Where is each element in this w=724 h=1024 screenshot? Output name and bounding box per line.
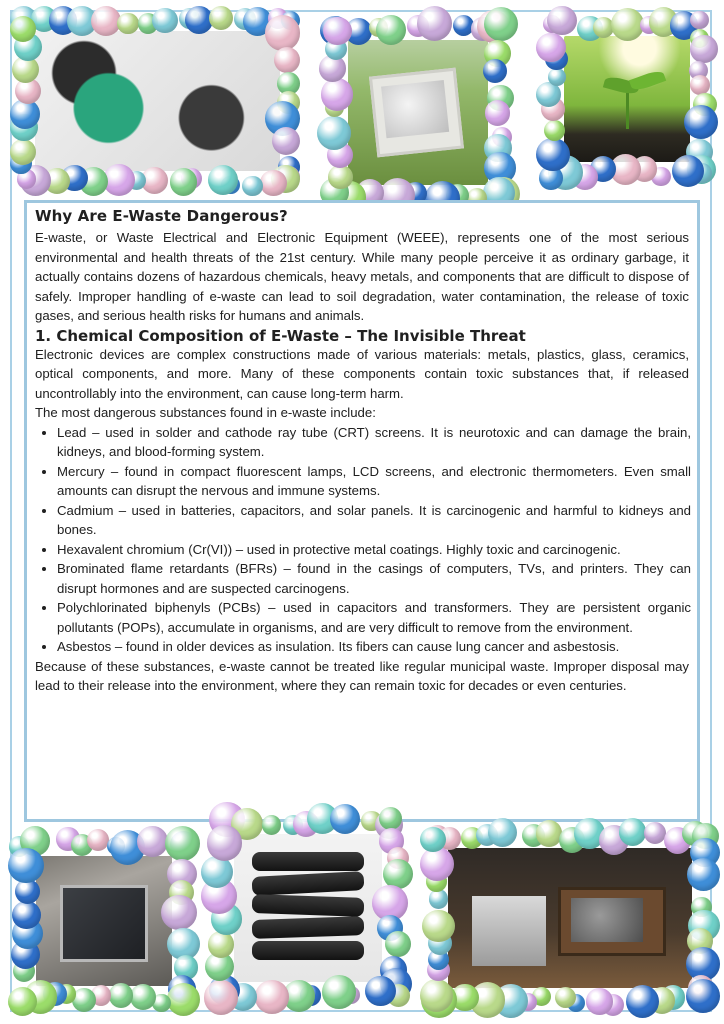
bubble-decoration [380,956,407,983]
bubble-decoration [204,980,239,1015]
bubble-decoration [9,836,29,856]
bubble-decoration [127,171,146,190]
bubble-decoration [167,983,200,1016]
bubble-decoration [278,156,300,178]
bubble-decoration [387,847,409,869]
bubble-decoration [574,818,605,849]
bubble-decoration [536,820,563,847]
conclusion-paragraph: Because of these substances, e-waste cannot be treated like regular municipal waste. Improper disposal may lead to their release into the environment, where they can remain toxic for decades or even centuries. [35,658,689,693]
bubble-decoration [407,15,429,37]
bubble-decoration [169,880,194,905]
sprout-soil-photo [536,6,718,190]
bubble-decoration [71,834,93,856]
bubble-decoration [201,856,233,888]
bubble-decoration [689,61,708,80]
bubble-decoration [536,33,565,62]
bubble-decoration [170,831,197,858]
bubble-decoration [420,827,446,853]
bubble-decoration [185,6,213,34]
list-item: • Lead – used in solder and cathode ray tube (CRT) screens. It is neurotoxic and can damage the brain, kidneys, and blood-forming system. [57,423,691,462]
bubble-decoration [152,994,171,1013]
bubble-decoration [427,959,449,981]
article-title: Why Are E-Waste Dangerous? [35,207,288,225]
circuit-board-photo [10,6,300,196]
bubble-decoration [255,980,288,1013]
list-intro: The most dangerous substances found in e-waste include: [35,405,376,420]
bubble-decoration [319,55,345,81]
bubble-decoration [477,10,510,43]
bubble-decoration [181,168,202,189]
bubble-decoration [693,93,717,117]
old-monitor-photo [8,826,200,1016]
bubble-decoration [428,949,449,970]
list-item: • Polychlorinated biphenyls (PCBs) – used in capacitors and transformers. They are persistent organic pollutants (POPs), accumulate in organisms, and are very difficult to remove from the environment. [57,598,691,637]
bubble-decoration [484,152,515,183]
bubble-decoration [167,928,200,961]
bubble-decoration [13,960,35,982]
list-item: • Hexavalent chromium (Cr(VI)) – used in protective metal coatings. Highly toxic and carcinogenic. [57,540,691,560]
bubble-decoration [325,38,347,60]
bubble-decoration [661,985,685,1009]
bubble-decoration [484,40,511,67]
bubble-decoration [387,984,410,1007]
bubble-decoration [20,826,50,856]
bubble-decoration [137,826,168,857]
bubble-decoration [369,18,388,37]
bubble-decoration [361,811,381,831]
bubble-decoration [281,11,300,30]
bubble-decoration [10,16,36,42]
bubble-decoration [179,8,200,29]
bubble-decoration [268,8,288,28]
bubble-decoration [57,984,76,1003]
bubble-decoration [547,6,576,35]
bubble-decoration [555,987,576,1008]
bubble-decoration [201,878,237,914]
bubble-decoration [544,120,565,141]
bubble-decoration [492,127,512,147]
bubble-decoration [640,16,658,34]
bubble-decoration [107,837,126,856]
bubble-decoration [234,8,256,30]
bubble-decoration [541,97,565,121]
bubble-decoration [688,975,714,1001]
bubble-decoration [72,988,96,1012]
bubble-decoration [619,818,646,845]
bubble-decoration [487,85,513,111]
bubble-decoration [471,17,494,40]
bubble-decoration [10,114,38,142]
bubble-decoration [688,910,719,941]
bubble-decoration [260,170,286,196]
bubble-decoration [686,139,712,165]
bubble-decoration [8,987,37,1016]
bubble-decoration [385,931,411,957]
bubble-decoration [461,827,483,849]
bubble-decoration [649,7,678,36]
bubble-decoration [485,100,510,125]
bubble-decoration [277,166,300,189]
bubble-decoration [221,176,239,194]
list-item: • Mercury – found in compact fluorescent lamps, LCD screens, and electronic thermometers. Even small amounts can disrupt the nervous and immune systems. [57,462,691,501]
bubble-decoration [209,6,233,30]
bubble-decoration [87,829,110,852]
bubble-decoration [692,163,712,183]
article-panel [24,200,700,822]
bubble-decoration [690,75,710,95]
bubble-decoration [10,153,31,174]
bubble-decoration [383,859,413,889]
bubble-decoration [484,134,512,162]
bubble-decoration [208,931,235,958]
bubble-decoration [342,986,360,1004]
bubble-decoration [379,828,404,853]
bubble-decoration [109,983,133,1007]
list-item: • Cadmium – used in batteries, capacitors, and solar panels. It is carcinogenic and harmful to kidneys and bones. [57,501,691,540]
list-item: • Asbestos – found in older devices as insulation. Its fibers can cause lung cancer and asbestosis. [57,637,691,657]
bubble-decoration [379,807,402,830]
bubble-decoration [283,815,303,835]
substances-list [33,423,691,657]
bubble-decoration [543,15,561,33]
bubble-decoration [277,72,300,95]
bubble-decoration [300,985,321,1006]
bubble-decoration [152,8,178,34]
section-heading: 1. Chemical Composition of E-Waste – The Invisible Threat [35,326,526,345]
bubble-decoration [690,29,709,48]
bubble-decoration [170,168,198,196]
bubble-decoration [690,11,708,29]
bubble-decoration [536,82,561,107]
intro-paragraph: E-waste, or Waste Electrical and Electronic Equipment (WEEE), represents one of the most serious environmental and health threats of the 21st century. While many people perceive it as ordinary garbage, it actually contains dozens of hazardous chemicals, heavy metals, and components that are difficult to dispose of safely. Improper handling of e-waste can lead to soil degradation, water contamination, the release of toxic gases, and serious health risks for humans and animals. [35,230,689,323]
bubble-decoration [687,155,716,184]
bubble-decoration [690,35,718,63]
old-tv-room-photo [420,818,720,1018]
bubble-decoration [17,169,36,188]
bubble-decoration [317,116,351,150]
bubble-decoration [453,15,474,36]
bubble-decoration [644,822,666,844]
bubble-decoration [380,968,412,1000]
bubble-decoration [10,6,37,33]
bubble-decoration [330,804,360,834]
bubble-decoration [651,167,671,187]
bubble-decoration [626,985,659,1018]
bubble-decoration [426,825,449,848]
section-paragraph: Electronic devices are complex constructions made of various materials: metals, plastics, glass, ceramics, optical components, and more. Many of these components contain toxic substances that, if released uncontrollably into the environment, can cause long-term harm. [35,346,689,401]
bubble-decoration [325,98,344,117]
bubble-decoration [593,17,614,38]
bubble-decoration [56,827,79,850]
bubble-decoration [91,985,112,1006]
bubble-decoration [242,176,262,196]
bubble-decoration [586,988,612,1014]
bubble-decoration [10,139,36,165]
bubble-decoration [494,984,528,1018]
stacked-phones-photo [200,800,416,1016]
bubble-decoration [229,983,257,1011]
bubble-decoration [572,164,598,190]
bubble-decoration [519,993,537,1011]
bubble-decoration [168,975,196,1003]
crt-monitor-grass-photo [310,6,520,216]
bubble-decoration [141,167,168,194]
bubble-decoration [567,994,585,1012]
bubble-decoration [692,823,719,850]
list-item: • Brominated flame retardants (BFRs) – found in the casings of computers, TVs, and printers. They can disrupt hormones and are suspected carcinogens. [57,559,691,598]
bubble-decoration [79,167,108,196]
bubble-decoration [539,166,562,189]
bubble-decoration [682,821,708,847]
bubble-decoration [602,994,624,1016]
bubble-decoration [307,803,338,834]
bubble-decoration [426,871,447,892]
bubble-decoration [31,6,57,32]
bubble-decoration [488,818,517,847]
bubble-decoration [283,980,315,1012]
bubble-decoration [429,889,449,909]
bubble-decoration [44,168,70,194]
bubble-decoration [438,827,461,850]
bubble-decoration [484,7,518,41]
bubble-decoration [320,16,350,46]
bubble-decoration [649,987,676,1014]
bubble-decoration [691,897,711,917]
bubble-decoration [476,824,498,846]
bubble-decoration [209,802,245,838]
bubble-decoration [690,838,720,868]
bubble-decoration [174,955,198,979]
bubble-decoration [205,952,234,981]
bubble-decoration [277,91,300,114]
bubble-decoration [522,824,545,847]
bubble-decoration [130,984,156,1010]
bubble-decoration [532,987,551,1006]
bubble-decoration [417,6,452,41]
bubble-decoration [262,815,282,835]
